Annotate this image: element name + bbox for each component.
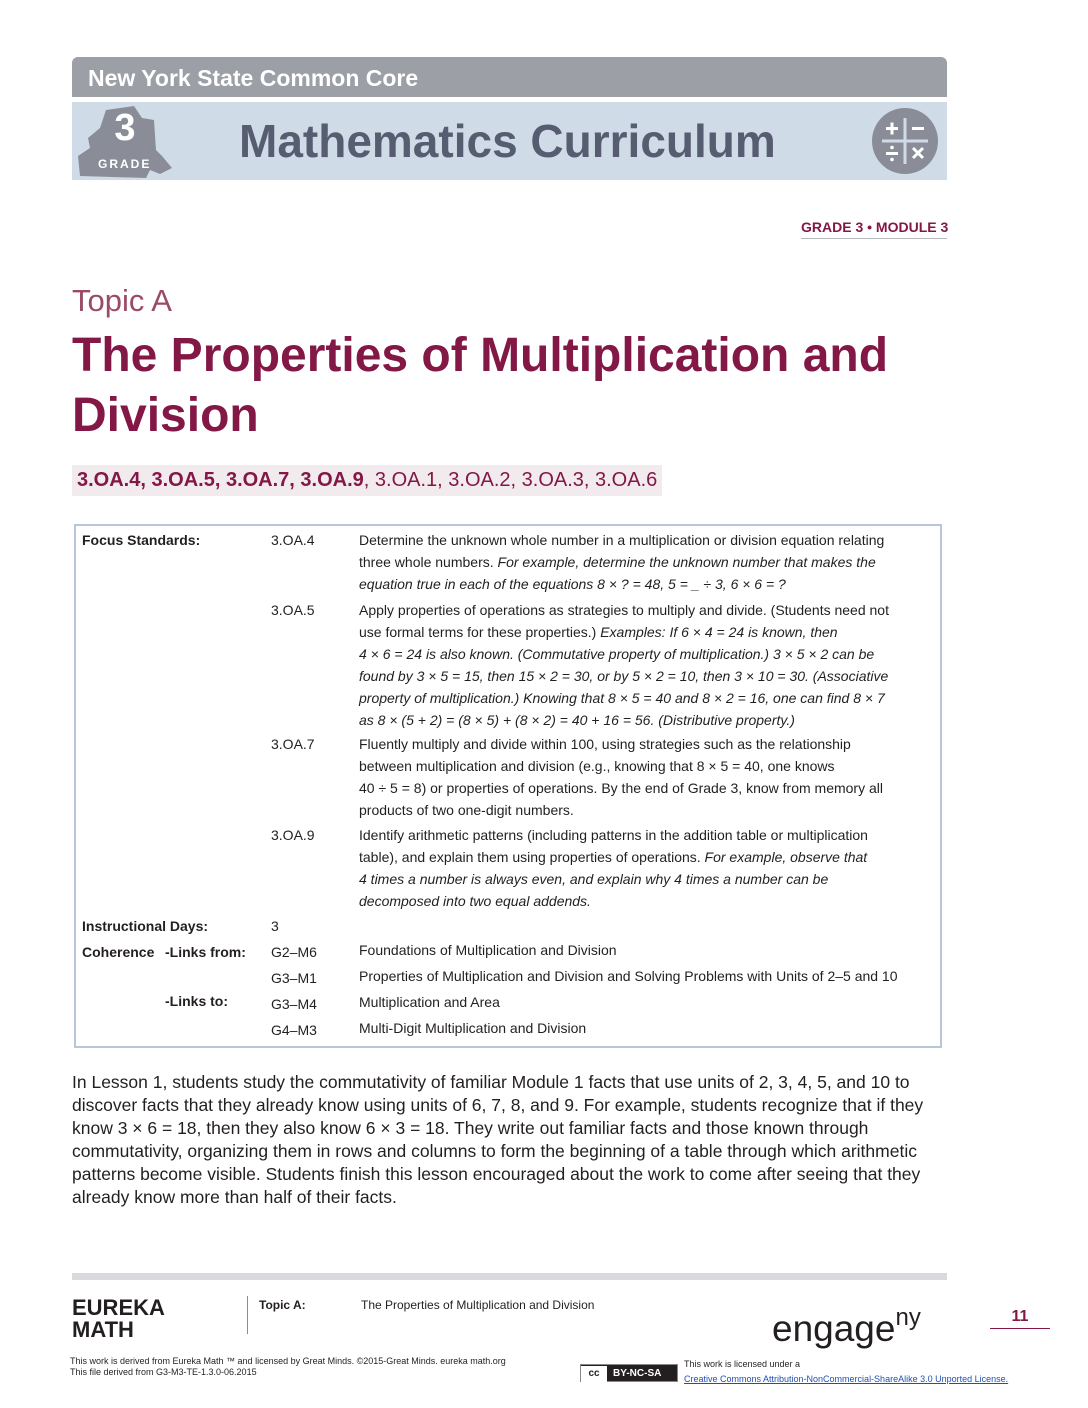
focus-standards-label: Focus Standards: — [82, 532, 201, 548]
topic-title: The Properties of Multiplication and Division — [72, 329, 889, 442]
cc-icon: cc — [581, 1366, 607, 1382]
math-operations-icon — [872, 108, 938, 174]
eureka-math-logo: EUREKA MATH — [72, 1295, 165, 1342]
grade-number: 3 — [114, 107, 136, 149]
footer-rule — [72, 1273, 947, 1280]
grade-word: GRADE — [98, 157, 152, 171]
link-code: G2–M6 — [271, 944, 317, 960]
link-code: G3–M1 — [271, 970, 317, 986]
credits-text: This work is derived from Eureka Math ™ and licensed by Great Minds. ©2015-Great Minds. eureka math.org This file derived from G3-M3-TE-1.3.0-06.2015 — [70, 1356, 506, 1377]
license-link[interactable]: Creative Commons Attribution-NonCommercial-ShareAlike 3.0 Unported License. — [684, 1374, 1009, 1384]
standard-code: 3.OA.5 — [271, 602, 315, 618]
link-code: G3–M4 — [271, 996, 317, 1012]
footer-topic-name: The Properties of Multiplication and Division — [361, 1298, 595, 1312]
instructional-days-value: 3 — [271, 918, 279, 934]
standard-description: Fluently multiply and divide within 100, using strategies such as the relationship between multiplication and division (e.g., knowing that 8 × 5 = 40, one knows 40 ÷ 5 = 8) or properties of operations. By the end of Grade 3, know from memory all products of two one-digit numbers. — [359, 736, 883, 818]
coherence-label: Coherence — [82, 944, 155, 960]
other-standards-codes: , 3.OA.1, 3.OA.2, 3.OA.3, 3.OA.6 — [363, 469, 658, 491]
curriculum-title: Mathematics Curriculum — [239, 115, 776, 167]
link-title: Multiplication and Area — [359, 994, 500, 1010]
links-from-label: -Links from: — [165, 944, 246, 960]
module-label: GRADE 3 • MODULE 3 — [801, 219, 947, 239]
standard-description: Determine the unknown whole number in a multiplication or division equation relating three whole numbers. For example, determine the unknown number that makes the equation true in each of the equations 8 × ? = 48, 5 = _ ÷ 3, 6 × 6 = ? — [359, 532, 885, 592]
topic-label: Topic A — [72, 283, 172, 318]
standard-code: 3.OA.9 — [271, 827, 315, 843]
links-to-label: -Links to: — [165, 993, 228, 1009]
footer-divider — [247, 1296, 248, 1334]
lesson-summary-paragraph: In Lesson 1, students study the commutativity of familiar Module 1 facts that use units of 2, 3, 4, 5, and 10 to discover facts that they already know using units of 6, 7, 8, and 9. For example, students recognize that if they know 3 × 6 = 18, then they also know 6 × 3 = 18. They write out familiar facts and those known through commutativity, organizing them in rows and columns to form the beginning of a table through which arithmetic patterns become visible. Students finish this lesson encouraged about the work to come after seeing that they already know more than half of their facts. — [72, 1072, 924, 1207]
creative-commons-badge: cc BY-NC-SA — [580, 1364, 678, 1382]
link-title: Properties of Multiplication and Division and Solving Problems with Units of 2–5 and 10 — [359, 968, 898, 984]
standard-description: Apply properties of operations as strategies to multiply and divide. (Students need not use formal terms for these properties.) Examples: If 6 × 4 = 24 is known, then 4 × 6 = 24 is also known. (Commutative property of multiplication.) 3 × 5 × 2 can be found by 3 × 5 = 15, then 15 × 2 = 30, or by 5 × 2 = 10, then 3 × 10 = 30. (Associative property of multiplication.) Knowing that 8 × 5 = 40 and 8 × 2 = 16, one can find 8 × 7 as 8 × (5 + 2) = (8 × 5) + (8 × 2) = 40 + 16 = 56. (Distributive property.) — [359, 602, 889, 728]
page-number: 11 — [990, 1308, 1050, 1329]
instructional-days-label: Instructional Days: — [82, 918, 209, 934]
standards-list — [72, 465, 662, 496]
standard-description: Identify arithmetic patterns (including patterns in the addition table or multiplication table), and explain them using properties of operations. For example, observe that 4 times a number is always even, and explain why 4 times a number can be decomposed into two equal addends. — [359, 827, 868, 909]
focus-standards-codes: 3.OA.4, 3.OA.5, 3.OA.7, 3.OA.9 — [77, 469, 364, 491]
link-title: Foundations of Multiplication and Division — [359, 942, 617, 958]
engageny-logo: engage$^{ny}$ — [772, 1304, 921, 1349]
link-title: Multi-Digit Multiplication and Division — [359, 1020, 587, 1036]
standard-code: 3.OA.4 — [271, 532, 315, 548]
link-code: G4–M3 — [271, 1022, 317, 1038]
footer-topic-label: Topic A: — [259, 1298, 306, 1312]
license-text: This work is licensed under a — [684, 1359, 801, 1369]
series-banner: New York State Common Core — [72, 57, 947, 97]
standard-code: 3.OA.7 — [271, 736, 315, 752]
